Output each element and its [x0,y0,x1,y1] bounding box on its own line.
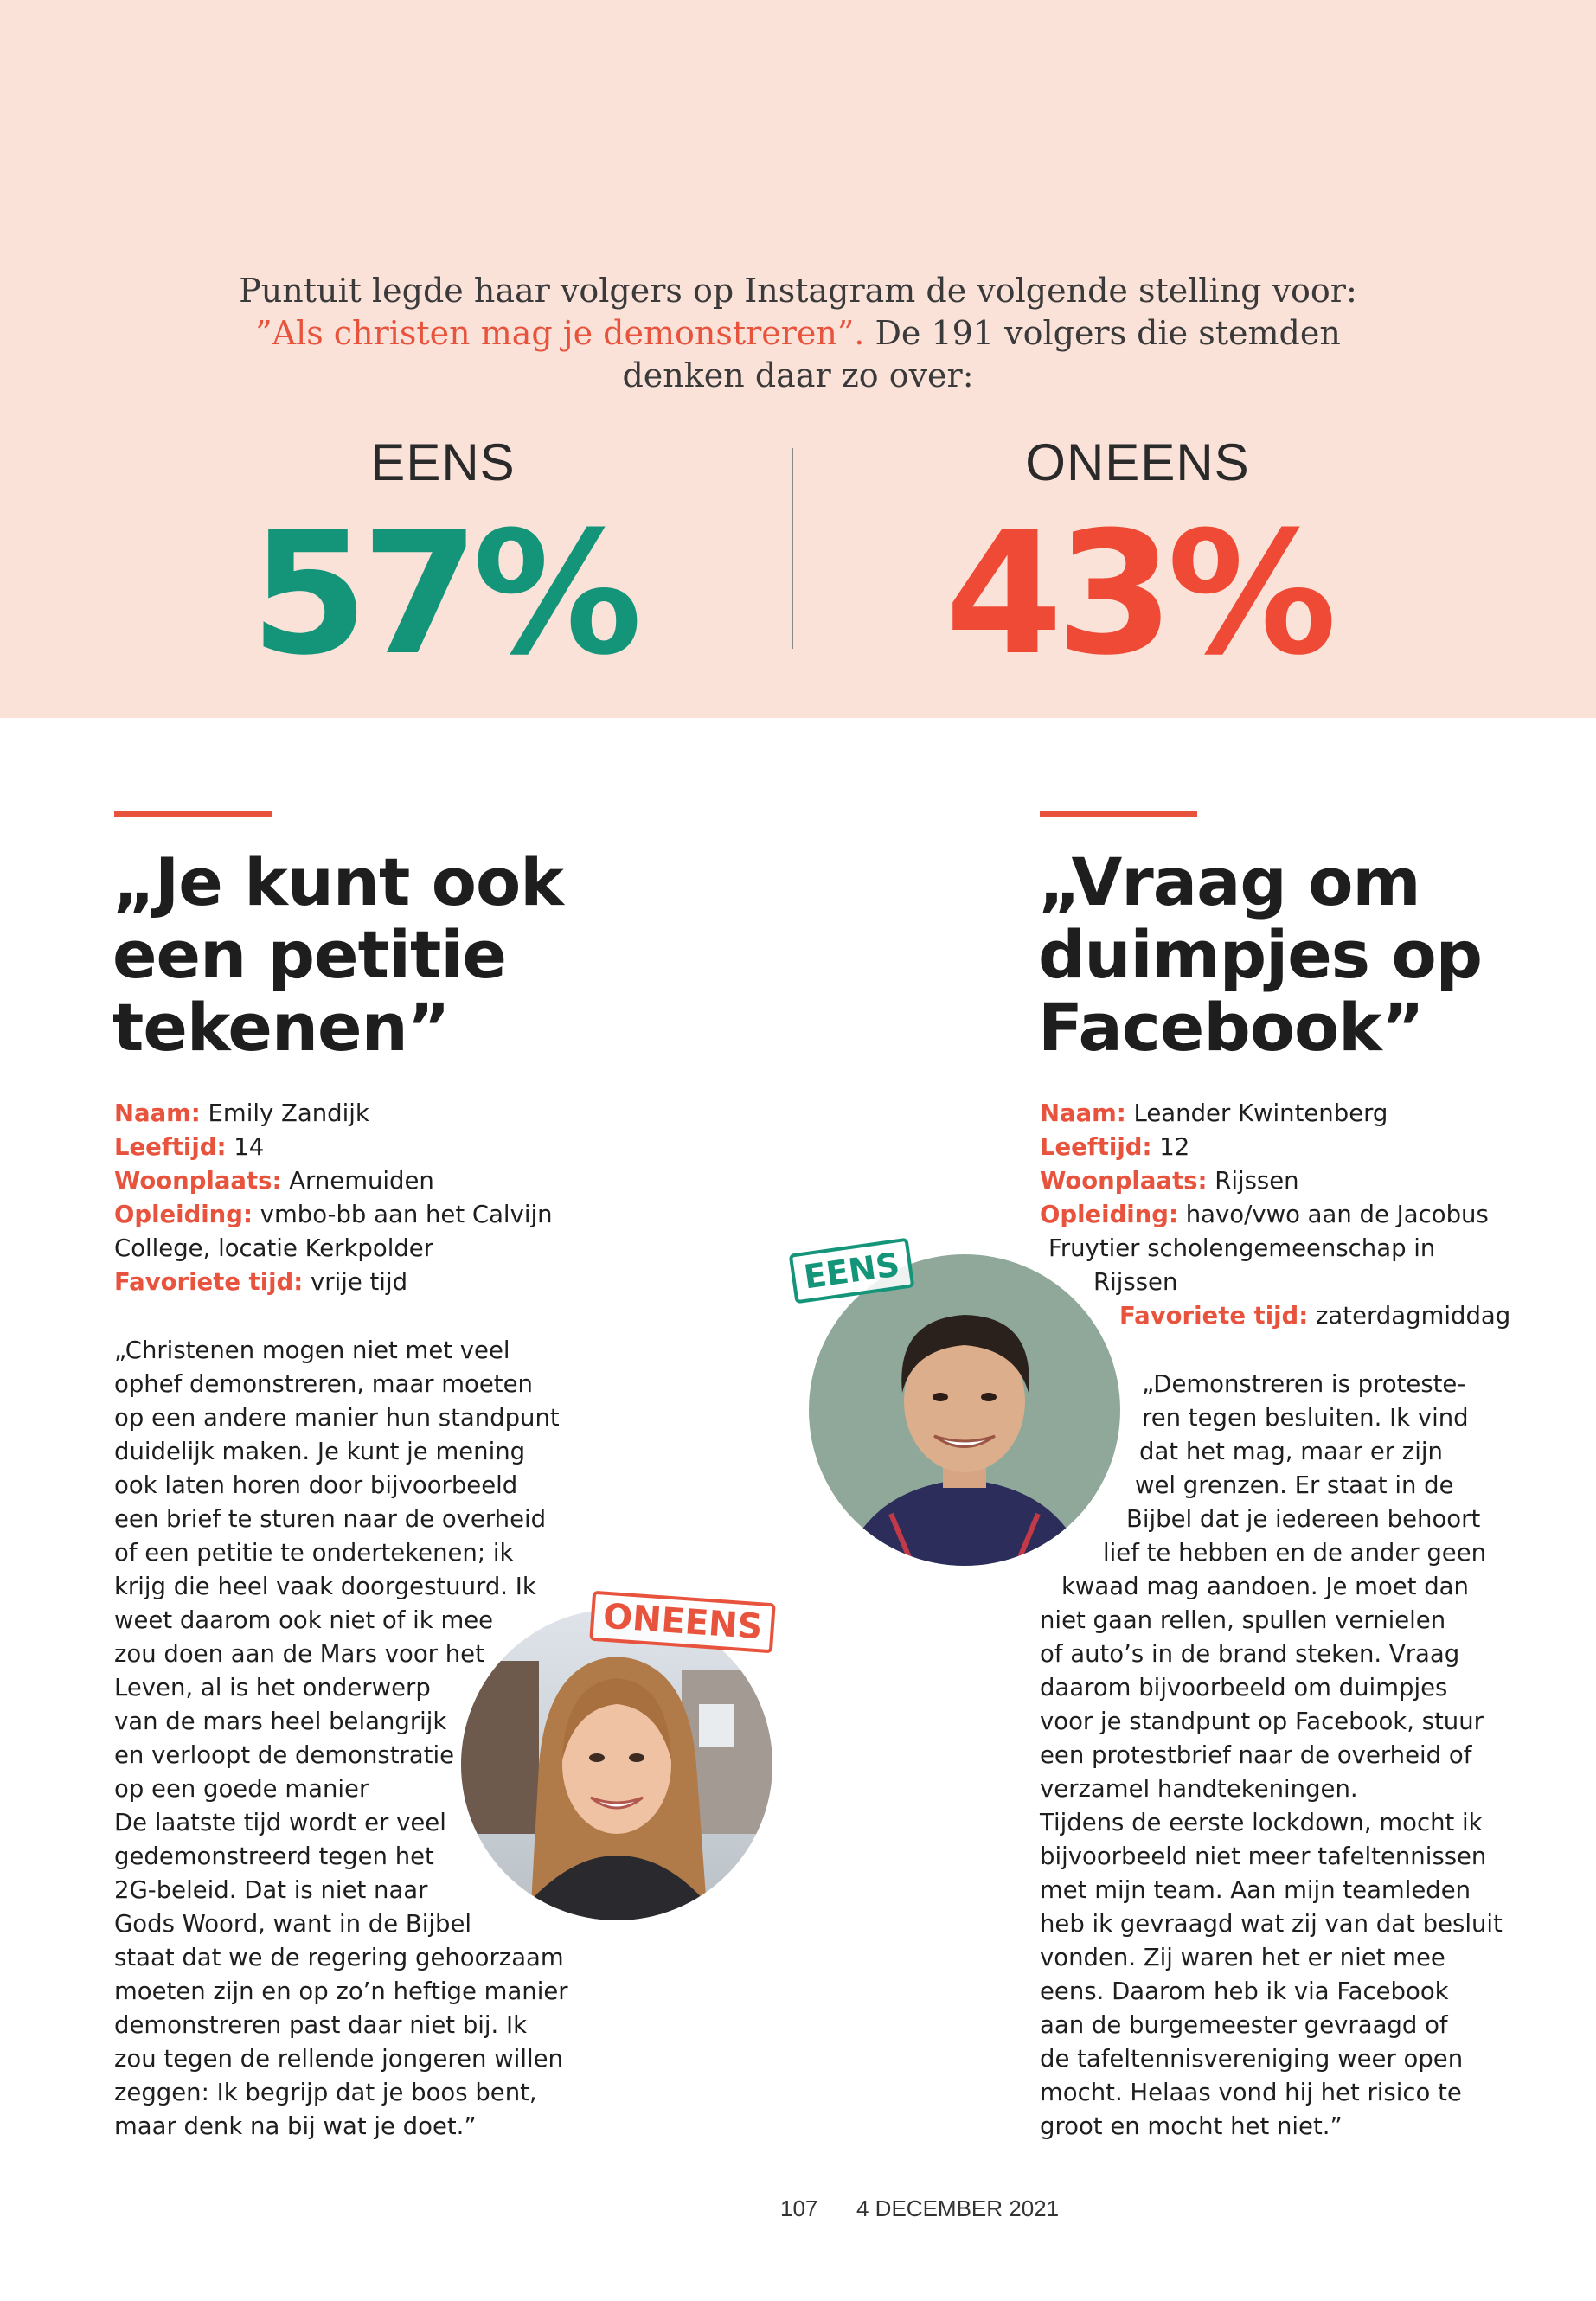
left-profile [114,1097,553,1299]
city-value: Rijssen [1215,1167,1299,1195]
body-line: niet gaan rellen, spullen vernielen [1040,1606,1446,1634]
age-value: 12 [1159,1133,1190,1161]
right-body [1040,1368,1503,2144]
education-value-cont: College, locatie Kerkpolder [114,1234,434,1262]
body-line: vonden. Zij waren het er niet mee [1040,1944,1445,1971]
poll-divider [792,448,793,649]
body-line: eens. Daarom heb ik via Facebook [1040,1977,1449,2005]
body-line: „Demonstreren is proteste- [1142,1370,1466,1398]
right-headline-line: Facebook” [1038,989,1424,1066]
body-line: voor je standpunt op Facebook, stuur [1040,1708,1484,1735]
body-line: verzamel handtekeningen. [1040,1775,1358,1803]
city-key: Woonplaats: [1040,1167,1208,1195]
agree-percentage: 57% [250,496,636,693]
left-accent-rule [114,811,272,817]
city-value: Arnemuiden [289,1167,434,1195]
education-value-cont: Fruytier scholengemeenschap in [1048,1234,1436,1262]
education-key: Opleiding: [114,1201,253,1228]
body-line: 2G-beleid. Dat is niet naar [114,1876,428,1904]
intro-line-3: denken daar zo over: [622,356,974,394]
education-value: havo/vwo aan de Jacobus [1185,1201,1489,1228]
body-line: ook laten horen door bijvoorbeeld [114,1471,518,1499]
page-number: 107 [780,2195,818,2221]
body-line: lief te hebben en de ander geen [1103,1539,1487,1567]
body-line: Bijbel dat je iedereen behoort [1126,1505,1481,1533]
left-headline [112,843,563,1066]
disagree-result [835,433,1440,693]
body-line: krijg die heel vaak doorgestuurd. Ik [114,1573,536,1600]
age-key: Leeftijd: [114,1133,227,1161]
body-line: kwaad mag aandoen. Je moet dan [1061,1573,1469,1600]
right-headline [1038,843,1483,1066]
name-key: Naam: [1040,1099,1126,1127]
body-line: en verloopt de demonstratie [114,1741,455,1769]
body-line: heb ik gevraagd wat zij van dat besluit [1040,1910,1503,1938]
left-headline-line: „Je kunt ook [112,843,563,920]
education-key: Opleiding: [1040,1201,1178,1228]
body-line: staat dat we de regering gehoorzaam [114,1944,564,1971]
disagree-stamp: ONEENS [589,1591,776,1654]
agree-label: EENS [370,433,516,491]
name-value: Leander Kwintenberg [1133,1099,1388,1127]
body-line: van de mars heel belangrijk [114,1708,447,1735]
body-line: mocht. Helaas vond hij het risico te [1040,2079,1462,2106]
age-value: 14 [234,1133,265,1161]
body-line: zou tegen de rellende jongeren willen [114,2045,563,2073]
body-line: Gods Woord, want in de Bijbel [114,1910,472,1938]
body-line: weet daarom ook niet of ik mee [114,1606,494,1634]
favorite-time-key: Favoriete tijd: [1119,1302,1309,1330]
disagree-label: ONEENS [1025,433,1250,491]
poll-intro [173,270,1423,397]
agree-stamp: EENS [789,1238,915,1304]
favorite-time-value: vrije tijd [311,1268,408,1296]
leander-portrait-photo [809,1254,1120,1566]
body-line: wel grenzen. Er staat in de [1135,1471,1454,1499]
body-line: Leven, al is het onderwerp [114,1674,431,1702]
body-line: op een goede manier [114,1775,369,1803]
right-accent-rule [1040,811,1197,817]
portrait-illustration [461,1609,772,1920]
emily-portrait-photo [461,1609,772,1920]
body-line: een protestbrief naar de overheid of [1040,1741,1472,1769]
body-line: duidelijk maken. Je kunt je mening [114,1438,526,1465]
portrait-illustration [809,1254,1120,1566]
body-line: zeggen: Ik begrijp dat je boos bent, [114,2079,537,2106]
age-key: Leeftijd: [1040,1133,1152,1161]
body-line: zou doen aan de Mars voor het [114,1640,484,1668]
right-headline-line: „Vraag om [1038,843,1420,920]
body-line: gedemonstreerd tegen het [114,1843,434,1870]
body-line: „Christenen mogen niet met veel [114,1336,510,1364]
issue-date: 4 DECEMBER 2021 [856,2195,1060,2221]
body-line: moeten zijn en op zo’n heftige manier [114,1977,568,2005]
body-line: daarom bijvoorbeeld om duimpjes [1040,1674,1448,1702]
body-line: of een petitie te ondertekenen; ik [114,1539,514,1567]
body-line: ophef demonstreren, maar moeten [114,1370,533,1398]
city-key: Woonplaats: [114,1167,282,1195]
right-profile [1040,1097,1510,1333]
name-key: Naam: [114,1099,201,1127]
body-line: demonstreren past daar niet bij. Ik [114,2011,528,2039]
body-line: Tijdens de eerste lockdown, mocht ik [1040,1809,1483,1836]
right-headline-line: duimpjes op [1038,916,1483,993]
body-line: ren tegen besluiten. Ik vind [1142,1404,1469,1432]
body-line: de tafeltennisvereniging weer open [1040,2045,1464,2073]
agree-result [140,433,746,693]
education-value: vmbo-bb aan het Calvijn [260,1201,553,1228]
body-line: maar denk na bij wat je doet.” [114,2112,477,2140]
intro-quote: ”Als christen mag je demonstreren”. [255,314,865,352]
intro-line-2: De 191 volgers die stemden [864,314,1341,352]
favorite-time-value: zaterdagmiddag [1316,1302,1511,1330]
body-line: een brief te sturen naar de overheid [114,1505,547,1533]
left-headline-line: tekenen” [112,989,450,1066]
body-line: aan de burgemeester gevraagd of [1040,2011,1448,2039]
disagree-percentage: 43% [945,496,1330,693]
body-line: dat het mag, maar er zijn [1139,1438,1443,1465]
body-line: De laatste tijd wordt er veel [114,1809,446,1836]
favorite-time-key: Favoriete tijd: [114,1268,304,1296]
left-headline-line: een petitie [112,916,506,993]
body-line: op een andere manier hun standpunt [114,1404,560,1432]
body-line: groot en mocht het niet.” [1040,2112,1343,2140]
body-line: of auto’s in de brand steken. Vraag [1040,1640,1460,1668]
intro-line-1: Puntuit legde haar volgers op Instagram de volgende stelling voor: [239,272,1357,310]
body-line: met mijn team. Aan mijn teamleden [1040,1876,1471,1904]
poll-banner [0,0,1596,718]
name-value: Emily Zandijk [208,1099,369,1127]
body-line: bijvoorbeeld niet meer tafeltennissen [1040,1843,1487,1870]
education-value-cont: Rijssen [1093,1268,1178,1296]
